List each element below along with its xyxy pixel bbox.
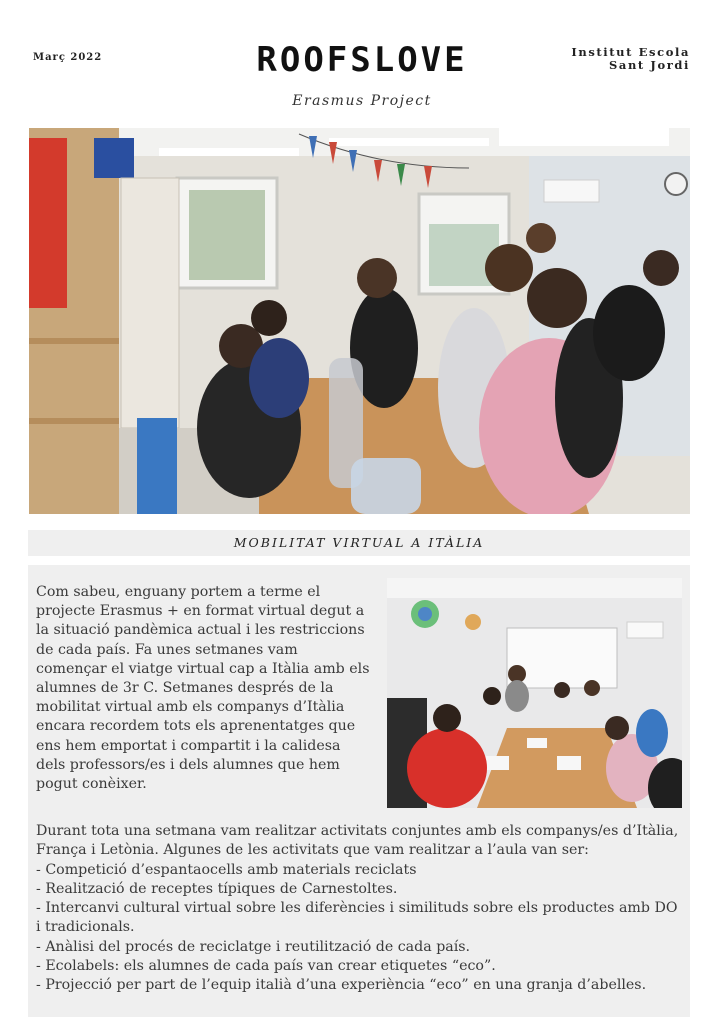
article-intro-paragraph: Com sabeu, enguany portem a terme el projecte Erasmus + en format virtual degut a la situació pandèmica actual i les restriccions de cada país. Fa unes setmanes vam començar el viatge virtual cap a Itàlia amb els alumnes de 3r C. Setmanes després de la mobilitat virtual amb els companys d’Itàlia encara recordem tots els aprenentatges que ens hem emportat i compartit i la calidesa dels professors/es i dels alumnes que hem pogut conèixer. bbox=[36, 584, 370, 793]
activity-item: - Projecció per part de l’equip italià d’una experiència “eco” en una granja d’abelles. bbox=[36, 976, 686, 995]
newsletter-title: ROOFSLOVE bbox=[256, 40, 468, 80]
school-name bbox=[571, 46, 690, 72]
classroom-activity-photo bbox=[29, 128, 690, 514]
activity-item: - Realització de receptes típiques de Carnestoltes. bbox=[36, 880, 686, 899]
issue-date: Març 2022 bbox=[33, 52, 103, 63]
school-name-line-1: Institut Escola bbox=[571, 45, 690, 59]
school-name-line-2: Sant Jordi bbox=[608, 58, 690, 72]
section-heading: MOBILITAT VIRTUAL A ITÀLIA bbox=[28, 530, 690, 556]
activity-item: - Intercanvi cultural virtual sobre les diferències i similituds sobre els productes amb DO i tradicionals. bbox=[36, 899, 686, 938]
activities-intro: Durant tota una setmana vam realitzar activitats conjuntes amb els companys/es d’Itàlia, França i Letònia. Algunes de les activitats que vam realitzar a l’aula van ser: bbox=[36, 823, 679, 859]
virtual-mobility-classroom-photo bbox=[387, 578, 682, 808]
newsletter-subtitle: Erasmus Project bbox=[292, 93, 432, 109]
activity-item: - Ecolabels: els alumnes de cada país van crear etiquetes “eco”. bbox=[36, 957, 686, 976]
activity-item: - Anàlisi del procés de reciclatge i reutilització de cada país. bbox=[36, 938, 686, 957]
activity-item: - Competició d’espantaocells amb materials reciclats bbox=[36, 861, 686, 880]
activities-list bbox=[36, 861, 686, 996]
activities-section bbox=[36, 822, 686, 996]
